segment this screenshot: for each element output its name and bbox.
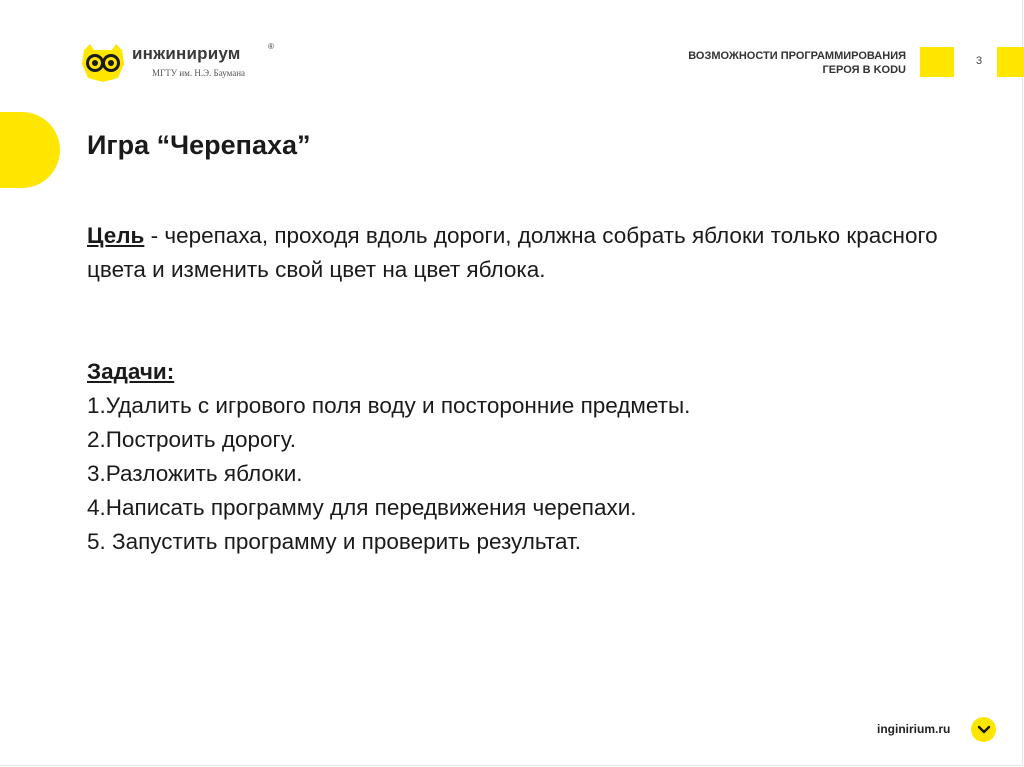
footer-site-link[interactable]: inginirium.ru <box>877 722 951 736</box>
owl-logo-icon <box>80 44 126 82</box>
header-title <box>646 49 906 77</box>
brand-subtitle: МГТУ им. Н.Э. Баумана <box>152 68 246 78</box>
task-item: 1.Удалить с игрового поля воду и посторонние предметы. <box>87 393 691 418</box>
task-item: 4.Написать программу для передвижения черепахи. <box>87 495 637 520</box>
header-title-line-2: ГЕРОЯ В KODU <box>822 64 906 76</box>
goal-text: - черепаха, проходя вдоль дороги, должна собрать яблоки только красного цвета и изменить свой цвет на цвет яблока. <box>87 223 938 282</box>
task-item: 2.Построить дорогу. <box>87 427 297 452</box>
goal-paragraph <box>87 219 967 287</box>
task-item: 5. Запустить программу и проверить результат. <box>87 529 582 554</box>
tasks-block <box>87 355 967 559</box>
footer-badge <box>971 717 996 742</box>
header-title-line-1: ВОЗМОЖНОСТИ ПРОГРАММИРОВАНИЯ <box>688 50 906 62</box>
page-number: 3 <box>976 55 983 67</box>
slide-title: Игра “Черепаха” <box>87 130 311 160</box>
tasks-label: Задачи: <box>87 359 175 384</box>
brand-registered-mark: ® <box>268 42 274 51</box>
brand-name: инжинириум <box>132 44 241 63</box>
chevron-down-icon <box>977 725 991 735</box>
header-accent-square <box>920 47 954 77</box>
task-item: 3.Разложить яблоки. <box>87 461 303 486</box>
goal-label: Цель <box>87 223 145 248</box>
page-accent-bar <box>997 47 1024 77</box>
brand-logo <box>80 42 300 84</box>
